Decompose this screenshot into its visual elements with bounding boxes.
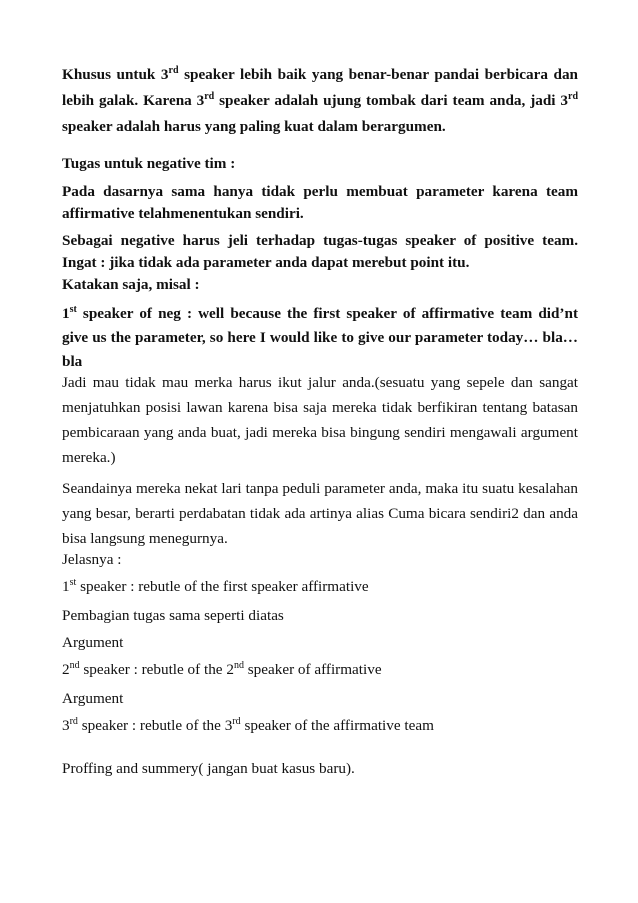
third-speaker-line (62, 713, 578, 738)
text-run: speaker adalah harus yang paling kuat dalam berargumen. (62, 118, 446, 135)
jadi-mau-paragraph: Jadi mau tidak mau merka harus ikut jalur anda.(sesuatu yang sepele dan sangat menjatuhkan posisi lawan karena bisa saja mereka tidak berfikiran tentang batasan pembicaraan yang anda buat, jadi mereka bisa bingung sendiri mengawali argument mereka.) (62, 374, 578, 466)
text-run: speaker adalah ujung tombak dari team anda, jadi 3 (214, 92, 568, 109)
pembagian-line: Pembagian tugas sama seperti diatas (62, 607, 284, 624)
text-run: speaker of neg : well because the first speaker of affirmative team did’nt give us the parameter, so here I would like to give our parameter today… bla… bla (62, 305, 578, 370)
second-speaker-line (62, 657, 578, 682)
sebagai-negative-paragraph: Sebagai negative harus jeli terhadap tugas-tugas speaker of positive team. Ingat : jika tidak ada parameter anda dapat merebut point itu. (62, 232, 578, 271)
text-run: speaker of affirmative (243, 661, 382, 678)
superscript: rd (232, 715, 241, 727)
text-run: speaker : rebutle of the 2 (79, 661, 234, 678)
third-speaker-paragraph (62, 62, 578, 140)
text-run: 1 (62, 305, 70, 322)
superscript: rd (204, 90, 215, 102)
superscript: st (69, 576, 77, 588)
katakan-saja-line: Katakan saja, misal : (62, 276, 200, 293)
superscript: nd (69, 659, 80, 671)
text-run: 3 (62, 717, 70, 734)
text-run: speaker lebih baik yang benar-benar pandai berbicara dan lebih galak. Karena 3 (62, 66, 578, 109)
superscript: nd (233, 659, 244, 671)
superscript: rd (168, 64, 179, 76)
text-run: speaker : rebutle of the first speaker affirmative (76, 578, 369, 595)
pada-dasarnya-paragraph: Pada dasarnya sama hanya tidak perlu membuat parameter karena team affirmative telahmenentukan sendiri. (62, 183, 578, 222)
text-run: speaker : rebutle of the 3 (77, 717, 233, 734)
proffing-line: Proffing and summery( jangan buat kasus baru). (62, 760, 355, 777)
text-run: speaker of the affirmative team (240, 717, 434, 734)
text-run: 2 (62, 661, 70, 678)
superscript: rd (69, 715, 78, 727)
text-run: 1 (62, 578, 70, 595)
text-run: Khusus untuk 3 (62, 66, 169, 83)
seandainya-paragraph: Seandainya mereka nekat lari tanpa peduli parameter anda, maka itu suatu kesalahan yang besar, berarti perdabatan tidak ada artinya alias Cuma bicara sendiri2 dan anda bisa langsung menegurnya. (62, 480, 578, 547)
first-speaker-line (62, 574, 578, 599)
argument-line-2: Argument (62, 690, 124, 707)
argument-line-1: Argument (62, 634, 124, 651)
section-heading-negative: Tugas untuk negative tim : (62, 155, 236, 172)
superscript: rd (568, 90, 578, 102)
example-quote-paragraph (62, 302, 578, 374)
superscript: st (69, 303, 77, 315)
jelasnya-line: Jelasnya : (62, 551, 122, 568)
